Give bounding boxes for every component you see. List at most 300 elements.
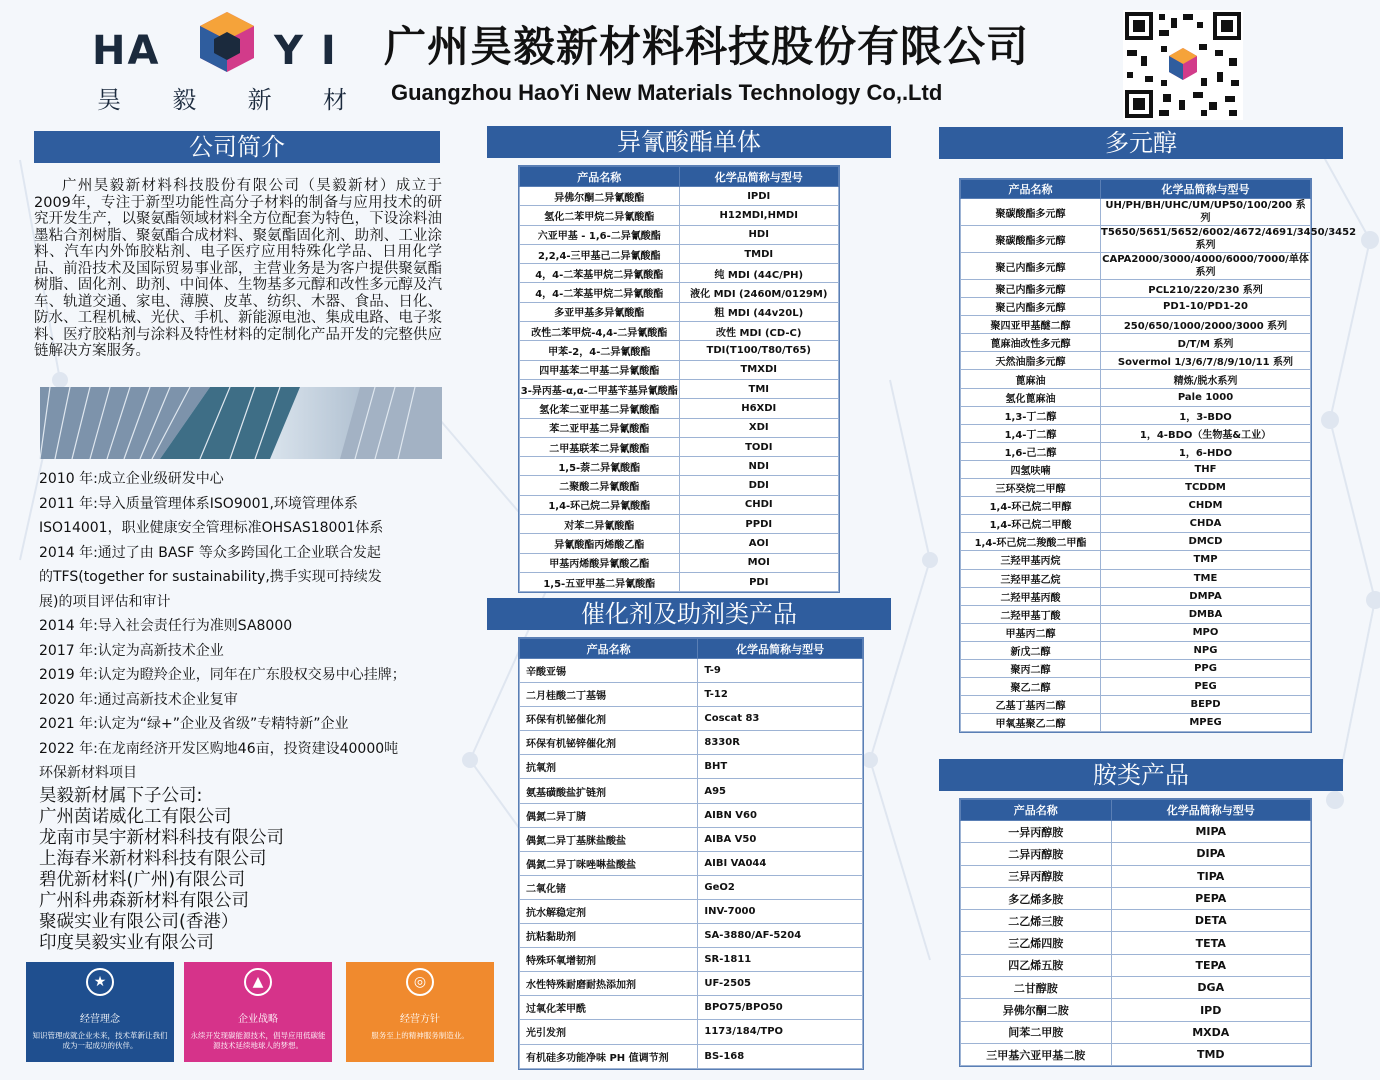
history-timeline <box>39 467 439 786</box>
product-name-cell: 新戊二醇 <box>961 641 1101 659</box>
table-row <box>961 605 1311 623</box>
table-row <box>961 714 1311 732</box>
table-row <box>520 399 839 418</box>
table-row <box>961 334 1311 352</box>
catalyst-table <box>518 637 864 1070</box>
table-row <box>961 843 1311 865</box>
globe-icon: ◎ <box>406 968 434 996</box>
table-row <box>961 587 1311 605</box>
product-code-cell: T5650/5651/5652/6002/4672/4691/3450/3452 系列 <box>1101 227 1357 251</box>
chart-icon: ▲ <box>244 968 272 996</box>
logo-subtitle-char: 材 <box>322 86 347 114</box>
product-name-cell: 多亚甲基多异氰酸酯 <box>520 302 680 321</box>
column-header: 产品名称 <box>961 800 1112 821</box>
table-row <box>961 479 1311 497</box>
table-row <box>961 865 1311 887</box>
table-row <box>961 280 1311 298</box>
product-code-cell: IPD <box>1111 999 1311 1021</box>
product-code-cell: BEPD <box>1101 696 1311 714</box>
column-header: 产品名称 <box>520 639 698 659</box>
table-row <box>520 437 839 456</box>
table-row <box>520 225 839 244</box>
product-name-cell: 4，4-二苯基甲烷二异氰酸酯 <box>520 283 680 302</box>
product-code-cell: SA-3880/AF-5204 <box>698 924 863 948</box>
product-name-cell: 蓖麻油 <box>961 370 1101 388</box>
product-name-cell: 二月桂酸二丁基锡 <box>520 683 698 707</box>
company-logo <box>92 8 352 113</box>
product-code-cell: 8330R <box>698 731 863 755</box>
cube-logo-icon <box>192 8 262 78</box>
table-row <box>961 406 1311 424</box>
isocyanate-heading: 异氰酸酯单体 <box>487 126 891 158</box>
table-row <box>520 1044 863 1068</box>
timeline-entry: 2014 年:导入社会责任行为准则SA8000 <box>39 618 293 634</box>
product-code-cell: TME <box>1101 569 1311 587</box>
product-code-cell: TCDDM <box>1101 479 1311 497</box>
timeline-entry: 2020 年:通过高新技术企业复审 <box>39 691 238 708</box>
product-code-cell: H6XDI <box>679 399 839 418</box>
product-name-cell: 甲基丙烯酸异氰酸乙酯 <box>520 553 680 572</box>
table-row <box>520 731 863 755</box>
product-code-cell: TETA <box>1111 932 1311 954</box>
product-name-cell: 三羟甲基乙烷 <box>961 569 1101 587</box>
table-row <box>520 553 839 572</box>
table-row <box>520 322 839 341</box>
table-row <box>520 899 863 923</box>
table-row <box>520 972 863 996</box>
table-row <box>520 457 839 476</box>
product-name-cell: 1,5-萘二异氰酸酯 <box>520 457 680 476</box>
table-row <box>520 187 839 206</box>
product-code-cell: TMP <box>1101 551 1311 569</box>
table-row <box>961 623 1311 641</box>
product-name-cell: 三羟甲基丙烷 <box>961 551 1101 569</box>
product-code-cell: TMDI <box>679 244 839 263</box>
product-code-cell: 250/650/1000/2000/3000 系列 <box>1101 316 1311 334</box>
logo-subtitle <box>92 80 352 115</box>
company-intro-text: 广州昊毅新材料科技股份有限公司（昊毅新材）成立于2009年，专注于新型功能性高分子材料的制备与应用技术的研究开发生产，以聚氨酯领域材料全方位配套为特色，下设涂料油墨粘合剂树脂、聚氨酯合成材料、聚氨酯固化剂、助剂、工业涂料、汽车内外饰胶粘剂、电子医疗应用特殊化学品、日用化学品、前沿技术及国际贸易事业部，主营业务是为客户提供聚氨酯树脂、固化剂、助剂、中间体、生物基多元醇和改性多元醇及汽车、轨道交通、家电、薄膜、皮革、纺织、木器、食品、日化、防水、工程机械、光伏、手机、新能源电池、集成电路、电子浆料、医疗胶粘剂与涂料及特性材料的定制化产品开发的完整供应链解决方案服务。 <box>34 178 442 359</box>
product-name-cell: 偶氮二异丁腈 <box>520 803 698 827</box>
product-name-cell: 二羟甲基丁酸 <box>961 605 1101 623</box>
table-row <box>961 497 1311 515</box>
table-row <box>520 924 863 948</box>
timeline-entry: 2017 年:认定为高新技术企业 <box>39 642 224 659</box>
table-row <box>961 424 1311 442</box>
product-name-cell: 四氢呋喃 <box>961 460 1101 478</box>
product-code-cell: MPO <box>1101 623 1311 641</box>
table-row <box>961 1021 1311 1043</box>
product-code-cell: NDI <box>679 457 839 476</box>
product-code-cell: A95 <box>698 779 863 803</box>
product-code-cell: AOI <box>679 534 839 553</box>
table-row <box>520 244 839 263</box>
table-header-row <box>520 167 839 187</box>
product-code-cell: PD1-10/PD1-20 <box>1101 298 1311 316</box>
amine-heading: 胺类产品 <box>939 759 1343 791</box>
product-name-cell: 异氰酸酯丙烯酸乙酯 <box>520 534 680 553</box>
product-name-cell: 聚己内酯多元醇 <box>961 253 1101 280</box>
product-name-cell: 氨基磺酸盐扩链剂 <box>520 779 698 803</box>
product-code-cell: DETA <box>1111 910 1311 932</box>
timeline-entry: 2014 年:通过了由 BASF 等众多跨国化工企业联合发起 <box>39 544 381 561</box>
timeline-entry: 2010 年:成立企业级研发中心 <box>39 471 224 487</box>
product-code-cell: XDI <box>679 418 839 437</box>
table-row <box>961 887 1311 909</box>
table-row <box>961 1043 1311 1065</box>
product-name-cell: 光引发剂 <box>520 1020 698 1044</box>
product-code-cell: MXDA <box>1111 1021 1311 1043</box>
product-name-cell: 特殊环氧增韧剂 <box>520 948 698 972</box>
table-header-row <box>520 639 863 659</box>
product-code-cell: 1，3-BDO <box>1101 406 1311 424</box>
company-title-cn: 广州昊毅新材料科技股份有限公司 <box>384 22 1030 71</box>
product-name-cell: 聚丙二醇 <box>961 659 1101 677</box>
product-code-cell: DDI <box>679 476 839 495</box>
product-name-cell: 环保有机铋锌催化剂 <box>520 731 698 755</box>
timeline-entry: 展)的项目评估和审计 <box>39 593 171 610</box>
card-description: 永续开发现碳能源技术，倡导应用低碳能源技术延续地球人的梦想。 <box>190 1031 326 1050</box>
product-name-cell: 三甲基六亚甲基二胺 <box>961 1043 1112 1065</box>
product-name-cell: 1,4-环己烷二甲酸 <box>961 515 1101 533</box>
product-name-cell: 甲基丙二醇 <box>961 623 1101 641</box>
philosophy-card <box>26 962 174 1062</box>
product-code-cell: H12MDI,HMDI <box>679 206 839 225</box>
table-row <box>520 827 863 851</box>
product-name-cell: 1,4-丁二醇 <box>961 424 1101 442</box>
product-name-cell: 氢化苯二亚甲基二异氰酸酯 <box>520 399 680 418</box>
policy-card <box>346 962 494 1062</box>
product-code-cell: CHDM <box>1101 497 1311 515</box>
product-name-cell: 二羟甲基丙酸 <box>961 587 1101 605</box>
product-name-cell: 氢化二苯甲烷二异氰酸酯 <box>520 206 680 225</box>
product-name-cell: 三环癸烷二甲醇 <box>961 479 1101 497</box>
product-code-cell: 改性 MDI (CD-C) <box>679 322 839 341</box>
column-header: 化学品简称与型号 <box>1101 180 1311 199</box>
product-code-cell: PEG <box>1101 678 1311 696</box>
logo-word-right: Y I <box>274 28 338 74</box>
product-name-cell: 二甘醇胺 <box>961 977 1112 999</box>
table-row <box>961 678 1311 696</box>
product-code-cell: TIPA <box>1111 865 1311 887</box>
timeline-entry: 环保新材料项目 <box>39 765 137 781</box>
product-code-cell: UF-2505 <box>698 972 863 996</box>
table-row <box>961 977 1311 999</box>
table-row <box>520 755 863 779</box>
product-code-cell: 液化 MDI (2460M/0129M) <box>679 283 839 302</box>
subsidiary-item: 上海春米新材料科技有限公司 <box>39 849 267 869</box>
isocyanate-table <box>518 165 840 593</box>
timeline-entry: 的TFS(together for sustainability,携手实现可持续发 <box>39 569 382 585</box>
table-row <box>520 495 839 514</box>
product-code-cell: AIBN V60 <box>698 803 863 827</box>
logo-subtitle-char: 毅 <box>172 86 197 114</box>
product-code-cell: 粗 MDI (44v20L) <box>679 302 839 321</box>
timeline-entry: 2022 年:在龙南经济开发区购地46亩，投资建设40000吨 <box>39 740 399 757</box>
product-code-cell: DMBA <box>1101 605 1311 623</box>
table-row <box>520 851 863 875</box>
timeline-entry: 2011 年:导入质量管理体系ISO9001,环境管理体系 <box>39 495 358 512</box>
product-name-cell: 异佛尔酮二异氰酸酯 <box>520 187 680 206</box>
product-code-cell: 1173/184/TPO <box>698 1020 863 1044</box>
product-name-cell: 过氧化苯甲酰 <box>520 996 698 1020</box>
product-name-cell: 聚四亚甲基醚二醇 <box>961 316 1101 334</box>
product-code-cell: D/T/M 系列 <box>1101 334 1311 352</box>
product-code-cell: PDI <box>679 572 839 591</box>
amine-table <box>959 798 1312 1067</box>
table-row <box>520 264 839 283</box>
product-code-cell: BPO75/BPO50 <box>698 996 863 1020</box>
product-name-cell: 抗粘黏助剂 <box>520 924 698 948</box>
product-code-cell: DMPA <box>1101 587 1311 605</box>
table-row <box>961 999 1311 1021</box>
product-name-cell: 4，4-二苯基甲烷二异氰酸酯 <box>520 264 680 283</box>
polyol-heading: 多元醇 <box>939 127 1343 159</box>
product-name-cell: 乙基丁基丙二醇 <box>961 696 1101 714</box>
table-row <box>961 442 1311 460</box>
product-code-cell: DMCD <box>1101 533 1311 551</box>
table-row <box>520 572 839 591</box>
timeline-entry: 2019 年:认定为瞪羚企业，同年在广东股权交易中心挂牌； <box>39 667 406 683</box>
product-name-cell: 聚己内酯多元醇 <box>961 280 1101 298</box>
product-name-cell: 多乙烯多胺 <box>961 887 1112 909</box>
product-code-cell: BS-168 <box>698 1044 863 1068</box>
logo-subtitle-char: 昊 <box>97 86 121 114</box>
product-name-cell: 抗水解稳定剂 <box>520 899 698 923</box>
product-name-cell: 异佛尔酮二胺 <box>961 999 1112 1021</box>
product-code-cell: MOI <box>679 553 839 572</box>
product-name-cell: 1,4-环己烷二羧酸二甲酯 <box>961 533 1101 551</box>
table-row <box>520 341 839 360</box>
product-code-cell: CHDA <box>1101 515 1311 533</box>
product-name-cell: 改性二苯甲烷-4,4-二异氰酸酯 <box>520 322 680 341</box>
product-name-cell: 一异丙醇胺 <box>961 821 1112 843</box>
product-code-cell: INV-7000 <box>698 899 863 923</box>
table-row <box>520 875 863 899</box>
polyol-table <box>959 178 1357 733</box>
column-header: 产品名称 <box>961 180 1101 199</box>
product-name-cell: 聚己内酯多元醇 <box>961 298 1101 316</box>
product-code-cell: T-9 <box>698 659 863 683</box>
product-name-cell: 三异丙醇胺 <box>961 865 1112 887</box>
table-row <box>520 803 863 827</box>
table-row <box>961 659 1311 677</box>
product-name-cell: 二甲基联苯二异氰酸酯 <box>520 437 680 456</box>
table-row <box>520 1020 863 1044</box>
card-title: 经营方针 <box>400 1014 440 1025</box>
product-name-cell: 1,4-环己烷二异氰酸酯 <box>520 495 680 514</box>
table-row <box>961 910 1311 932</box>
product-name-cell: 氢化蓖麻油 <box>961 388 1101 406</box>
product-code-cell: 1，4-BDO（生物基&工业） <box>1101 424 1311 442</box>
product-name-cell: 1,6-己二醇 <box>961 442 1101 460</box>
company-intro-heading: 公司简介 <box>34 131 440 163</box>
product-code-cell: PEPA <box>1111 887 1311 909</box>
product-name-cell: 四甲基苯二甲基二异氰酸酯 <box>520 360 680 379</box>
product-name-cell: 聚碳酸酯多元醇 <box>961 226 1101 253</box>
subsidiary-item: 广州茵诺威化工有限公司 <box>39 807 232 827</box>
timeline-entry: 2021 年:认定为“绿+”企业及省级”专精特新”企业 <box>39 716 349 732</box>
product-code-cell: MIPA <box>1111 821 1311 843</box>
table-row <box>520 683 863 707</box>
table-row <box>520 948 863 972</box>
product-name-cell: 偶氮二异丁基脒盐酸盐 <box>520 827 698 851</box>
product-code-cell: SR-1811 <box>698 948 863 972</box>
table-row <box>961 533 1311 551</box>
product-code-cell: NPG <box>1101 641 1311 659</box>
product-code-cell: 精炼/脱水系列 <box>1101 370 1311 388</box>
table-row <box>520 515 839 534</box>
table-row <box>520 659 863 683</box>
table-row <box>961 388 1311 406</box>
table-row <box>961 551 1311 569</box>
product-name-cell: 甲苯-2，4-二异氰酸酯 <box>520 341 680 360</box>
product-name-cell: 1,5-五亚甲基二异氰酸酯 <box>520 572 680 591</box>
product-code-cell: PCL210/220/230 系列 <box>1101 280 1311 298</box>
subsidiary-item: 印度昊毅实业有限公司 <box>39 933 214 953</box>
product-name-cell: 环保有机铋催化剂 <box>520 707 698 731</box>
table-row <box>961 515 1311 533</box>
table-row <box>520 779 863 803</box>
product-code-cell: 1，6-HDO <box>1101 442 1311 460</box>
product-name-cell: 3-异丙基-α,α-二甲基苄基异氰酸酯 <box>520 379 680 398</box>
product-code-cell: THF <box>1101 460 1311 478</box>
qr-code-icon[interactable] <box>1123 10 1243 120</box>
product-name-cell: 甲氧基聚乙二醇 <box>961 714 1101 732</box>
table-row <box>520 379 839 398</box>
product-code-cell: TMD <box>1111 1043 1311 1065</box>
table-row <box>961 316 1311 334</box>
table-row <box>520 302 839 321</box>
logo-word-left: HA <box>92 28 161 74</box>
table-row <box>520 476 839 495</box>
card-description: 服务至上的精神服务制造业。 <box>371 1031 469 1040</box>
column-header: 化学品简称与型号 <box>698 639 863 659</box>
product-code-cell: 纯 MDI (44C/PH) <box>679 264 839 283</box>
product-name-cell: 1,4-环己烷二甲醇 <box>961 497 1101 515</box>
subsidiaries-heading: 昊毅新材属下子公司: <box>39 786 203 806</box>
product-code-cell: AIBA V50 <box>698 827 863 851</box>
star-icon: ★ <box>86 968 114 996</box>
table-row <box>520 360 839 379</box>
product-name-cell: 三乙烯四胺 <box>961 932 1112 954</box>
table-row <box>961 226 1311 253</box>
subsidiary-item: 碧优新材料(广州)有限公司 <box>39 870 246 890</box>
table-row <box>961 954 1311 976</box>
product-name-cell: 二异丙醇胺 <box>961 843 1112 865</box>
table-row <box>961 641 1311 659</box>
product-name-cell: 间苯二甲胺 <box>961 1021 1112 1043</box>
card-title: 经营理念 <box>80 1014 120 1025</box>
product-code-cell: TDI(T100/T80/T65) <box>679 341 839 360</box>
table-row <box>520 996 863 1020</box>
product-code-cell: IPDI <box>679 187 839 206</box>
product-code-cell: UH/PH/BH/UHC/UM/UP50/100/200 系列 <box>1101 199 1311 226</box>
product-name-cell: 1,3-丁二醇 <box>961 406 1101 424</box>
column-header: 化学品简称与型号 <box>679 167 839 187</box>
product-code-cell: CHDI <box>679 495 839 514</box>
timeline-entry: ISO14001，职业健康安全管理标准OHSAS18001体系 <box>39 520 384 536</box>
product-name-cell: 对苯二异氰酸酯 <box>520 515 680 534</box>
product-name-cell: 二氧化锗 <box>520 875 698 899</box>
product-name-cell: 偶氮二异丁咪唑啉盐酸盐 <box>520 851 698 875</box>
product-code-cell: Coscat 83 <box>698 707 863 731</box>
product-code-cell: TMI <box>679 379 839 398</box>
product-name-cell: 抗氧剂 <box>520 755 698 779</box>
building-photo <box>40 387 442 459</box>
table-header-row <box>961 180 1311 199</box>
table-row <box>961 298 1311 316</box>
table-row <box>961 352 1311 370</box>
product-code-cell: TEPA <box>1111 954 1311 976</box>
strategy-card <box>184 962 332 1062</box>
product-code-cell: Pale 1000 <box>1101 388 1311 406</box>
product-code-cell: TMXDI <box>679 360 839 379</box>
product-name-cell: 2,2,4-三甲基己二异氰酸酯 <box>520 244 680 263</box>
product-code-cell: MPEG <box>1101 714 1311 732</box>
product-name-cell: 聚碳酸酯多元醇 <box>961 199 1101 226</box>
product-code-cell: TODI <box>679 437 839 456</box>
product-code-cell: BHT <box>698 755 863 779</box>
table-row <box>961 199 1311 226</box>
product-name-cell: 蓖麻油改性多元醇 <box>961 334 1101 352</box>
product-code-cell: DGA <box>1111 977 1311 999</box>
table-row <box>520 206 839 225</box>
subsidiaries-list <box>39 786 439 954</box>
product-name-cell: 二乙烯三胺 <box>961 910 1112 932</box>
product-name-cell: 苯二亚甲基二异氰酸酯 <box>520 418 680 437</box>
product-name-cell: 辛酸亚锡 <box>520 659 698 683</box>
product-code-cell: PPDI <box>679 515 839 534</box>
table-row <box>520 707 863 731</box>
subsidiary-item: 聚碳实业有限公司(香港） <box>39 912 239 932</box>
product-name-cell: 天然油脂多元醇 <box>961 352 1101 370</box>
product-code-cell: AIBI VA044 <box>698 851 863 875</box>
product-name-cell: 四乙烯五胺 <box>961 954 1112 976</box>
product-name-cell: 聚乙二醇 <box>961 678 1101 696</box>
card-title: 企业战略 <box>238 1014 278 1025</box>
table-row <box>961 821 1311 843</box>
product-name-cell: 水性特殊耐磨耐热添加剂 <box>520 972 698 996</box>
table-row <box>961 460 1311 478</box>
product-name-cell: 有机硅多功能净味 PH 值调节剂 <box>520 1044 698 1068</box>
card-description: 知识管理成就企业未来，技术革新让我们成为一起成功的伙伴。 <box>32 1031 168 1050</box>
table-header-row <box>961 800 1311 821</box>
column-header: 产品名称 <box>520 167 680 187</box>
table-row <box>961 569 1311 587</box>
product-code-cell: CAPA2000/3000/4000/6000/7000/单体系列 <box>1102 254 1309 278</box>
company-title-en: Guangzhou HaoYi New Materials Technology Co,.Ltd <box>391 80 943 105</box>
product-code-cell: T-12 <box>698 683 863 707</box>
table-row <box>961 932 1311 954</box>
product-code-cell: PPG <box>1101 659 1311 677</box>
subsidiary-item: 龙南市昊宇新材料科技有限公司 <box>39 828 284 848</box>
subsidiary-item: 广州科弗森新材料有限公司 <box>39 891 249 911</box>
table-row <box>520 418 839 437</box>
logo-subtitle-char: 新 <box>247 86 272 114</box>
product-code-cell: GeO2 <box>698 875 863 899</box>
product-code-cell: Sovermol 1/3/6/7/8/9/10/11 系列 <box>1101 352 1311 370</box>
column-header: 化学品简称与型号 <box>1111 800 1311 821</box>
table-row <box>961 253 1311 280</box>
table-row <box>520 534 839 553</box>
table-row <box>520 283 839 302</box>
product-name-cell: 二聚酸二异氰酸酯 <box>520 476 680 495</box>
table-row <box>961 696 1311 714</box>
product-code-cell: HDI <box>679 225 839 244</box>
catalyst-heading: 催化剂及助剂类产品 <box>487 598 891 630</box>
table-row <box>961 370 1311 388</box>
product-name-cell: 六亚甲基 - 1,6-二异氰酸酯 <box>520 225 680 244</box>
